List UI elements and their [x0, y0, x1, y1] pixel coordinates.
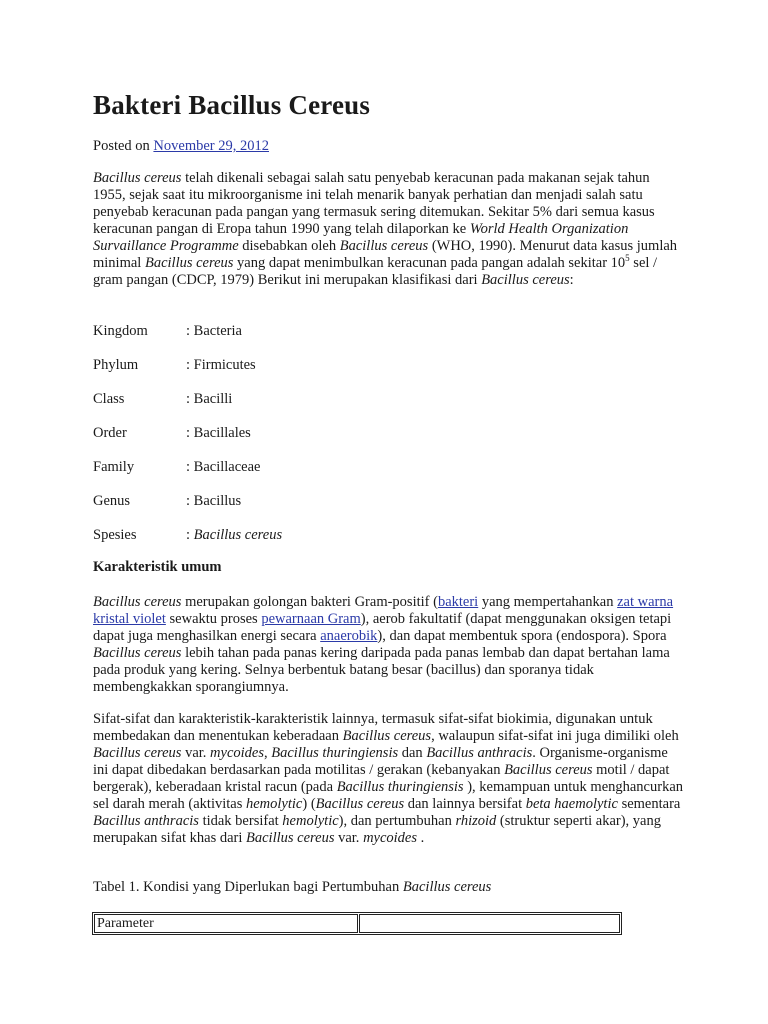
- general-text-a: merupakan golongan bakteri Gram-positif (: [181, 594, 438, 610]
- rank-value: [186, 527, 282, 544]
- post-meta: [93, 138, 269, 155]
- table-header-row: [94, 914, 620, 933]
- classification-row-species: [93, 527, 493, 544]
- term-hemolytic: hemolytic: [282, 813, 339, 829]
- general-text-b: yang mempertahankan: [478, 594, 618, 610]
- species-name: Bacillus anthracis: [426, 745, 533, 761]
- exponent: 5: [625, 253, 630, 264]
- traits-text: (struktur seperti akar), yang merupakan sifat khas dari: [93, 813, 661, 846]
- traits-text: ), dan pertumbuhan: [338, 813, 456, 829]
- intro-paragraph: [93, 170, 683, 289]
- rank-value: : Bacillales: [186, 425, 251, 441]
- classification-row-class: [93, 391, 493, 408]
- traits-text: dan lainnya bersifat: [404, 796, 526, 812]
- species-name: Bacillus cereus: [93, 170, 182, 186]
- traits-text: .: [417, 830, 425, 846]
- species-name: Bacillus anthracis: [93, 813, 199, 829]
- traits-text: . Organisme-organisme ini dapat dibedakan berdasarkan pada motilitas / gerakan (kebanyakan: [93, 745, 668, 778]
- species-name: Bacillus cereus: [339, 238, 429, 254]
- traits-paragraph: [93, 711, 683, 847]
- traits-text: var.: [181, 745, 211, 761]
- programme-name: World Health Organization Survaillance Programme: [93, 221, 629, 254]
- general-paragraph: [93, 594, 683, 696]
- traits-text: Sifat-sifat dan karakteristik-karakteristik lainnya, termasuk sifat-sifat biokimia, digunakan untuk membedakan dan menentukan keberadaan: [93, 711, 653, 744]
- species-name: Bacillus cereus: [246, 830, 335, 846]
- classification-row-kingdom: [93, 323, 493, 340]
- species-name: Bacillus cereus: [402, 879, 492, 895]
- page-title: Bakteri Bacillus Cereus: [93, 90, 371, 120]
- rank-label: Phylum: [93, 357, 139, 373]
- species-name: Bacillus cereus: [93, 645, 182, 661]
- intro-text-6: :: [569, 272, 574, 288]
- table-caption: [93, 879, 683, 896]
- caption-text: Tabel 1. Kondisi yang Diperlukan bagi Pertumbuhan: [93, 879, 403, 895]
- rank-value: : Bacteria: [186, 323, 242, 339]
- rank-value: : Bacillus: [186, 493, 242, 509]
- section-heading: Karakteristik umum: [93, 559, 222, 575]
- species-name: Bacillus thuringiensis: [336, 779, 464, 795]
- link-bakteri[interactable]: bakteri: [437, 594, 479, 610]
- rank-label: Kingdom: [93, 323, 148, 339]
- intro-text-1: telah dikenali sebagai salah satu penyebab keracunan pada makanan sejak tahun 1955, sejak saat itu mikroorganisme ini telah menarik banyak perhatian dan menjadi salah satu penyebab keracunan pada pangan yang termasuk sering ditemukan. Sekitar 5% dari semua kasus keracunan pangan di Eropa tahun 1990 yang telah dilaporkan ke: [93, 170, 655, 237]
- link-zat-warna[interactable]: zat warna: [617, 594, 674, 610]
- classification-row-genus: [93, 493, 493, 510]
- traits-text: dan: [398, 745, 427, 761]
- rank-label: Order: [93, 425, 127, 441]
- rank-value: : Bacillaceae: [186, 459, 261, 475]
- species-name: Bacillus cereus: [342, 728, 432, 744]
- growth-conditions-table: [92, 912, 622, 935]
- general-text-g: lebih tahan pada panas kering daripada pada panas lembab dan dapat bertahan lama pada produk yang kering. Selnya berbentuk batang besar (bacillus) dan sporanya tidak membengkakkan sporangiumnya.: [93, 645, 670, 695]
- traits-text: ,: [264, 745, 272, 761]
- term-rhizoid: rhizoid: [455, 813, 497, 829]
- post-date-link[interactable]: November 29, 2012: [153, 138, 269, 154]
- link-anaerobik[interactable]: anaerobik: [320, 628, 378, 644]
- classification-row-phylum: [93, 357, 493, 374]
- rank-label: Family: [93, 459, 135, 475]
- species-name: Bacillus cereus: [144, 255, 234, 271]
- posted-prefix: Posted on: [93, 138, 154, 154]
- species-name: Bacillus cereus: [93, 745, 182, 761]
- table-header-parameter: Parameter: [94, 914, 358, 933]
- traits-text: ) (: [302, 796, 316, 812]
- classification-row-family: [93, 459, 493, 476]
- variety-name: mycoides: [210, 745, 264, 761]
- variety-name: mycoides: [363, 830, 418, 846]
- link-kristal-violet[interactable]: kristal violet: [93, 611, 166, 627]
- general-text-d: sewaktu proses: [165, 611, 262, 627]
- traits-text: sementara: [617, 796, 681, 812]
- rank-label: Class: [93, 391, 125, 407]
- rank-separator: :: [186, 527, 194, 543]
- traits-text: tidak bersifat: [198, 813, 283, 829]
- species-name: Bacillus cereus: [93, 594, 182, 610]
- intro-text-2: disebabkan oleh: [238, 238, 340, 254]
- general-text-f: ), dan dapat membentuk spora (endospora). Spora: [377, 628, 667, 644]
- intro-text-4: yang dapat menimbulkan keracunan pada pangan adalah sekitar 10: [233, 255, 626, 271]
- traits-text: ), kemampuan untuk menghancurkan sel darah merah (aktivitas: [93, 779, 684, 812]
- intro-text-5: sel / gram pangan (CDCP, 1979) Berikut ini merupakan klasifikasi dari: [93, 255, 658, 288]
- rank-label: Spesies: [93, 527, 137, 543]
- term-hemolytic: hemolytic: [246, 796, 303, 812]
- traits-text: motil / dapat bergerak), keberadaan kristal racun (pada: [93, 762, 670, 795]
- species-name: Bacillus cereus: [504, 762, 593, 778]
- traits-text: , walaupun sifat-sifat ini juga dimiliki oleh: [431, 728, 679, 744]
- general-text-e: ), aerob fakultatif (dapat menggunakan oksigen tetapi dapat juga menghasilkan energi secara: [93, 611, 672, 644]
- species-name: Bacillus cereus: [193, 527, 283, 543]
- traits-text: var.: [334, 830, 364, 846]
- species-name: Bacillus cereus: [481, 272, 570, 288]
- intro-text-3: (WHO, 1990). Menurut data kasus jumlah minimal: [93, 238, 678, 271]
- species-name: Bacillus thuringiensis: [271, 745, 399, 761]
- species-name: Bacillus cereus: [315, 796, 405, 812]
- rank-value: : Bacilli: [186, 391, 233, 407]
- classification-row-order: [93, 425, 493, 442]
- link-pewarnaan-gram[interactable]: pewarnaan Gram: [261, 611, 361, 627]
- table-header-value: [359, 914, 620, 933]
- rank-value: : Firmicutes: [186, 357, 256, 373]
- term-beta-haemolytic: beta haemolytic: [525, 796, 618, 812]
- rank-label: Genus: [93, 493, 131, 509]
